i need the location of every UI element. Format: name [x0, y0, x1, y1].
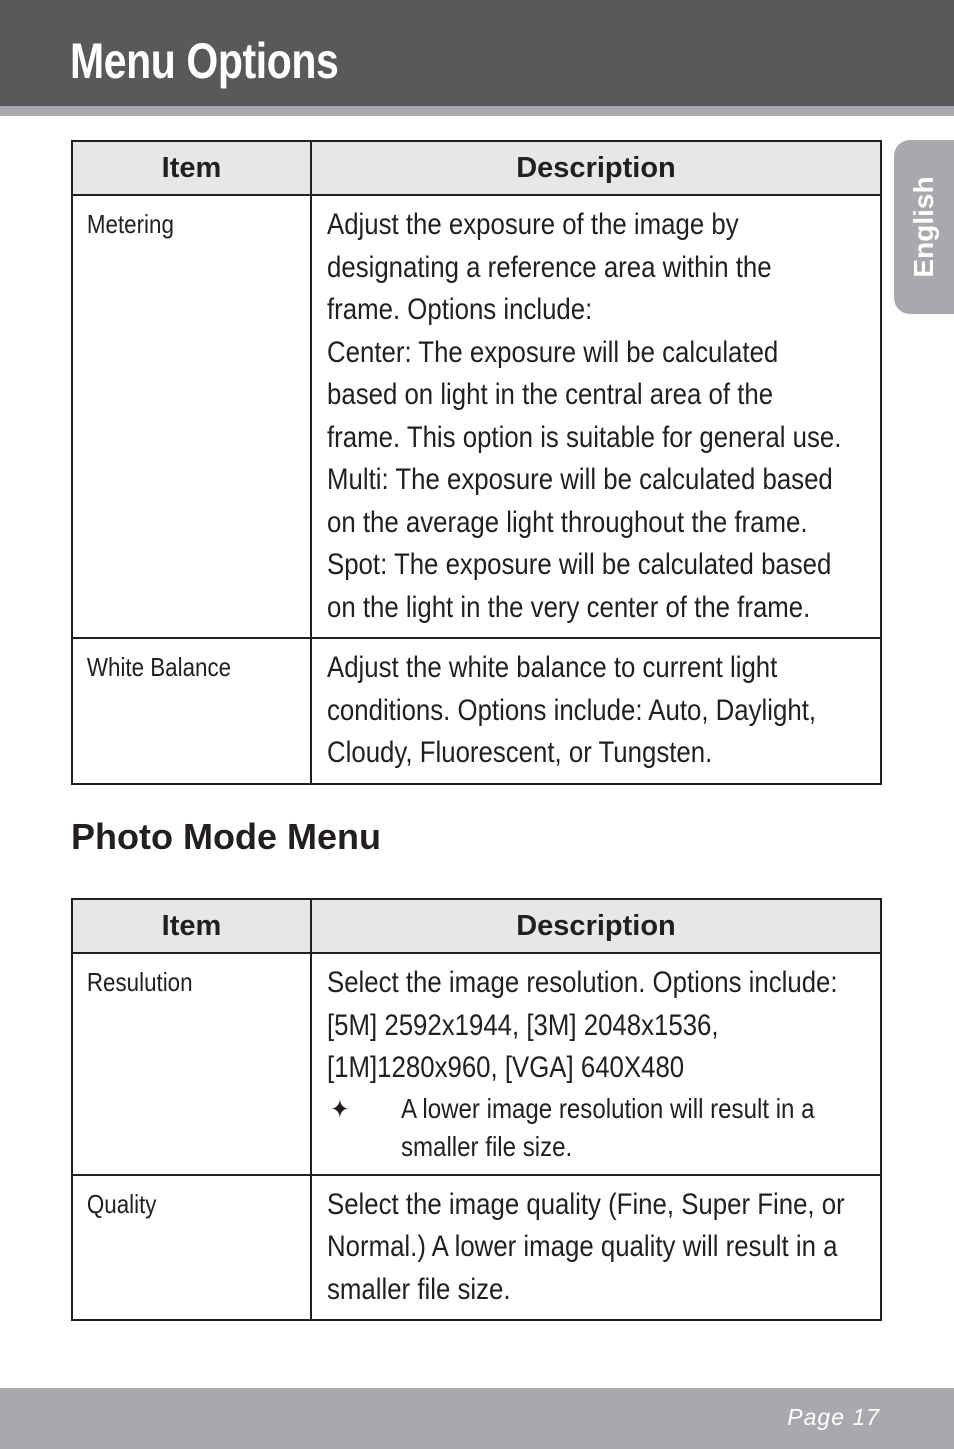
page-title: Menu Options: [70, 33, 339, 89]
table-row: [72, 195, 881, 638]
item-name: Quality: [86, 1188, 157, 1219]
table-row: [72, 953, 881, 1175]
note: [327, 1090, 852, 1166]
column-header-item: Item: [72, 899, 311, 953]
description-cell: [311, 953, 881, 1175]
description-cell: [311, 195, 881, 638]
column-header-item: Item: [72, 141, 311, 195]
item-cell: [72, 638, 311, 784]
description-paragraph: Select the image resolution. Options include: [5M] 2592x1944, [3M] 2048x1536, [1M]1280x960, [VGA] 640X480: [327, 966, 838, 1084]
description-cell: [311, 638, 881, 784]
description-paragraph: Multi: The exposure will be calculated based on the average light throughout the frame.: [327, 463, 833, 539]
item-cell: [72, 1175, 311, 1321]
footer-bar: [0, 1388, 954, 1449]
photo-mode-menu-table: [71, 898, 882, 1321]
item-cell: [72, 195, 311, 638]
description-paragraph: Spot: The exposure will be calculated based on the light in the very center of the frame.: [327, 548, 832, 624]
item-name: Metering: [86, 209, 174, 239]
description-paragraph: Adjust the white balance to current light conditions. Options include: Auto, Daylight, Cloudy, Fluorescent, or Tungsten.: [327, 651, 817, 769]
item-name: Resulution: [86, 967, 193, 997]
note-text: A lower image resolution will result in a smaller file size.: [400, 1092, 815, 1162]
menu-options-table: [71, 140, 882, 785]
table-row: [72, 638, 881, 784]
description-paragraph: Adjust the exposure of the image by designating a reference area within the frame. Options include:: [327, 208, 772, 326]
description-paragraph: Center: The exposure will be calculated based on light in the central area of the frame. This option is suitable for general use.: [327, 335, 842, 454]
sparkle-bullet-icon: ✦: [330, 1093, 350, 1124]
section-heading: Photo Mode Menu: [71, 816, 381, 857]
language-tab-label: English: [908, 176, 939, 278]
column-header-description: Description: [311, 141, 881, 195]
description-cell: [311, 1175, 881, 1321]
table-header-row: [72, 141, 881, 195]
description-paragraph: Select the image quality (Fine, Super Fine, or Normal.) A lower image quality will result in a smaller file size.: [327, 1187, 845, 1306]
item-cell: [72, 953, 311, 1175]
table-row: [72, 1175, 881, 1321]
header-stripe: [0, 106, 954, 116]
item-name: White Balance: [86, 652, 232, 682]
column-header-description: Description: [311, 899, 881, 953]
page-number: Page 17: [787, 1404, 880, 1430]
table-header-row: [72, 899, 881, 953]
language-tab: [894, 140, 954, 314]
